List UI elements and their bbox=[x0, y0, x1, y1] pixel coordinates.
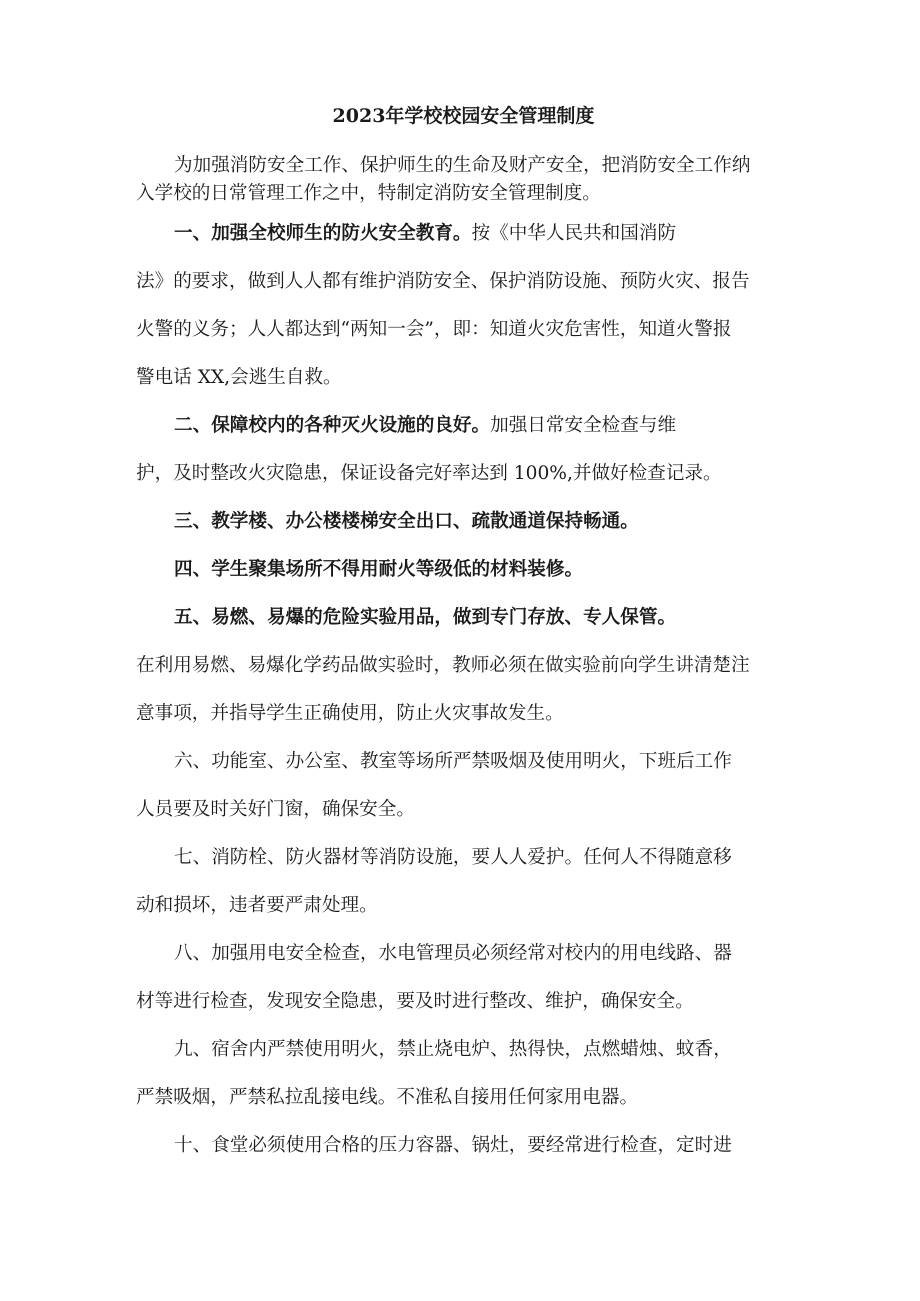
item-2-line-2-wrap bbox=[136, 462, 791, 486]
intro-line-1: 为加强消防安全工作、保护师生的生命及财产安全，把消防安全工作纳 bbox=[174, 155, 751, 176]
item-1-paragraph bbox=[136, 222, 791, 246]
item-10-paragraph bbox=[136, 1134, 791, 1158]
item-8-paragraph bbox=[136, 942, 791, 966]
item-9-line-2-wrap bbox=[136, 1086, 791, 1110]
item-3-heading: 三、教学楼、办公楼楼梯安全出口、疏散通道保持畅通。 bbox=[174, 511, 639, 532]
item-6-paragraph bbox=[136, 750, 791, 774]
item-1-line-3: 火警的义务；人人都达到“两知一会”，即：知道火灾危害性，知道火警报 bbox=[136, 319, 732, 340]
intro-line-2: 入学校的日常管理工作之中，特制定消防安全管理制度。 bbox=[136, 183, 601, 204]
item-5-line-2: 在利用易燃、易爆化学药品做实验时，教师必须在做实验前向学生讲清楚注 bbox=[136, 655, 750, 676]
item-1-line-3-wrap bbox=[136, 318, 791, 342]
item-1-heading: 一、加强全校师生的防火安全教育。 bbox=[174, 223, 472, 244]
item-1-line-1 bbox=[136, 222, 791, 246]
item-8-line-1: 八、加强用电安全检查，水电管理员必须经常对校内的用电线路、器 bbox=[174, 943, 732, 964]
item-6-line-1: 六、功能室、办公室、教室等场所严禁吸烟及使用明火，下班后工作 bbox=[174, 751, 732, 772]
item-7-line-2: 动和损坏，违者要严肃处理。 bbox=[136, 895, 378, 916]
item-2-line-2: 护，及时整改火灾隐患，保证设备完好率达到 100%,并做好检查记录。 bbox=[136, 463, 722, 484]
item-5-line-3-wrap bbox=[136, 702, 791, 726]
item-8-line-2: 材等进行检查，发现安全隐患，要及时进行整改、维护，确保安全。 bbox=[136, 991, 694, 1012]
item-1-line-4: 警电话 XX,会逃生自救。 bbox=[136, 367, 342, 388]
item-6-line-2-wrap bbox=[136, 798, 791, 822]
item-2-heading: 二、保障校内的各种灭火设施的良好。 bbox=[174, 415, 491, 436]
item-5-line-3: 意事项，并指导学生正确使用，防止火灾事故发生。 bbox=[136, 703, 564, 724]
item-3-paragraph bbox=[136, 510, 791, 534]
item-9-line-1: 九、宿舍内严禁使用明火，禁止烧电炉、热得快，点燃蜡烛、蚊香， bbox=[174, 1039, 732, 1060]
item-10-line-1: 十、食堂必须使用合格的压力容器、锅灶，要经常进行检查，定时进 bbox=[174, 1135, 732, 1156]
item-1-line-2: 法》的要求，做到人人都有维护消防安全、保护消防设施、预防火灾、报告 bbox=[136, 271, 750, 292]
item-7-paragraph bbox=[136, 846, 791, 870]
document-title: 2023年学校校园安全管理制度 bbox=[332, 105, 595, 127]
item-5-line-2-wrap bbox=[136, 654, 791, 678]
item-5-heading: 五、易燃、易爆的危险实验用品，做到专门存放、专人保管。 bbox=[174, 607, 677, 628]
item-9-line-2: 严禁吸烟，严禁私拉乱接电线。不准私自接用任何家用电器。 bbox=[136, 1087, 639, 1108]
item-7-line-1: 七、消防栓、防火器材等消防设施，要人人爱护。任何人不得随意移 bbox=[174, 847, 732, 868]
item-7-line-2-wrap bbox=[136, 894, 791, 918]
item-9-paragraph bbox=[136, 1038, 791, 1062]
intro-paragraph bbox=[136, 152, 791, 208]
item-1-line-4-wrap bbox=[136, 366, 791, 390]
item-1-line-2-wrap bbox=[136, 270, 791, 294]
item-4-heading: 四、学生聚集场所不得用耐火等级低的材料装修。 bbox=[174, 559, 584, 580]
item-1-text: 按《中华人民共和国消防 bbox=[471, 223, 677, 244]
item-5-paragraph bbox=[136, 606, 791, 630]
item-2-text: 加强日常安全检查与维 bbox=[490, 415, 677, 436]
item-6-line-2: 人员要及时关好门窗，确保安全。 bbox=[136, 799, 415, 820]
item-2-line-1 bbox=[136, 414, 791, 438]
item-2-paragraph bbox=[136, 414, 791, 438]
item-8-line-2-wrap bbox=[136, 990, 791, 1014]
item-4-paragraph bbox=[136, 558, 791, 582]
